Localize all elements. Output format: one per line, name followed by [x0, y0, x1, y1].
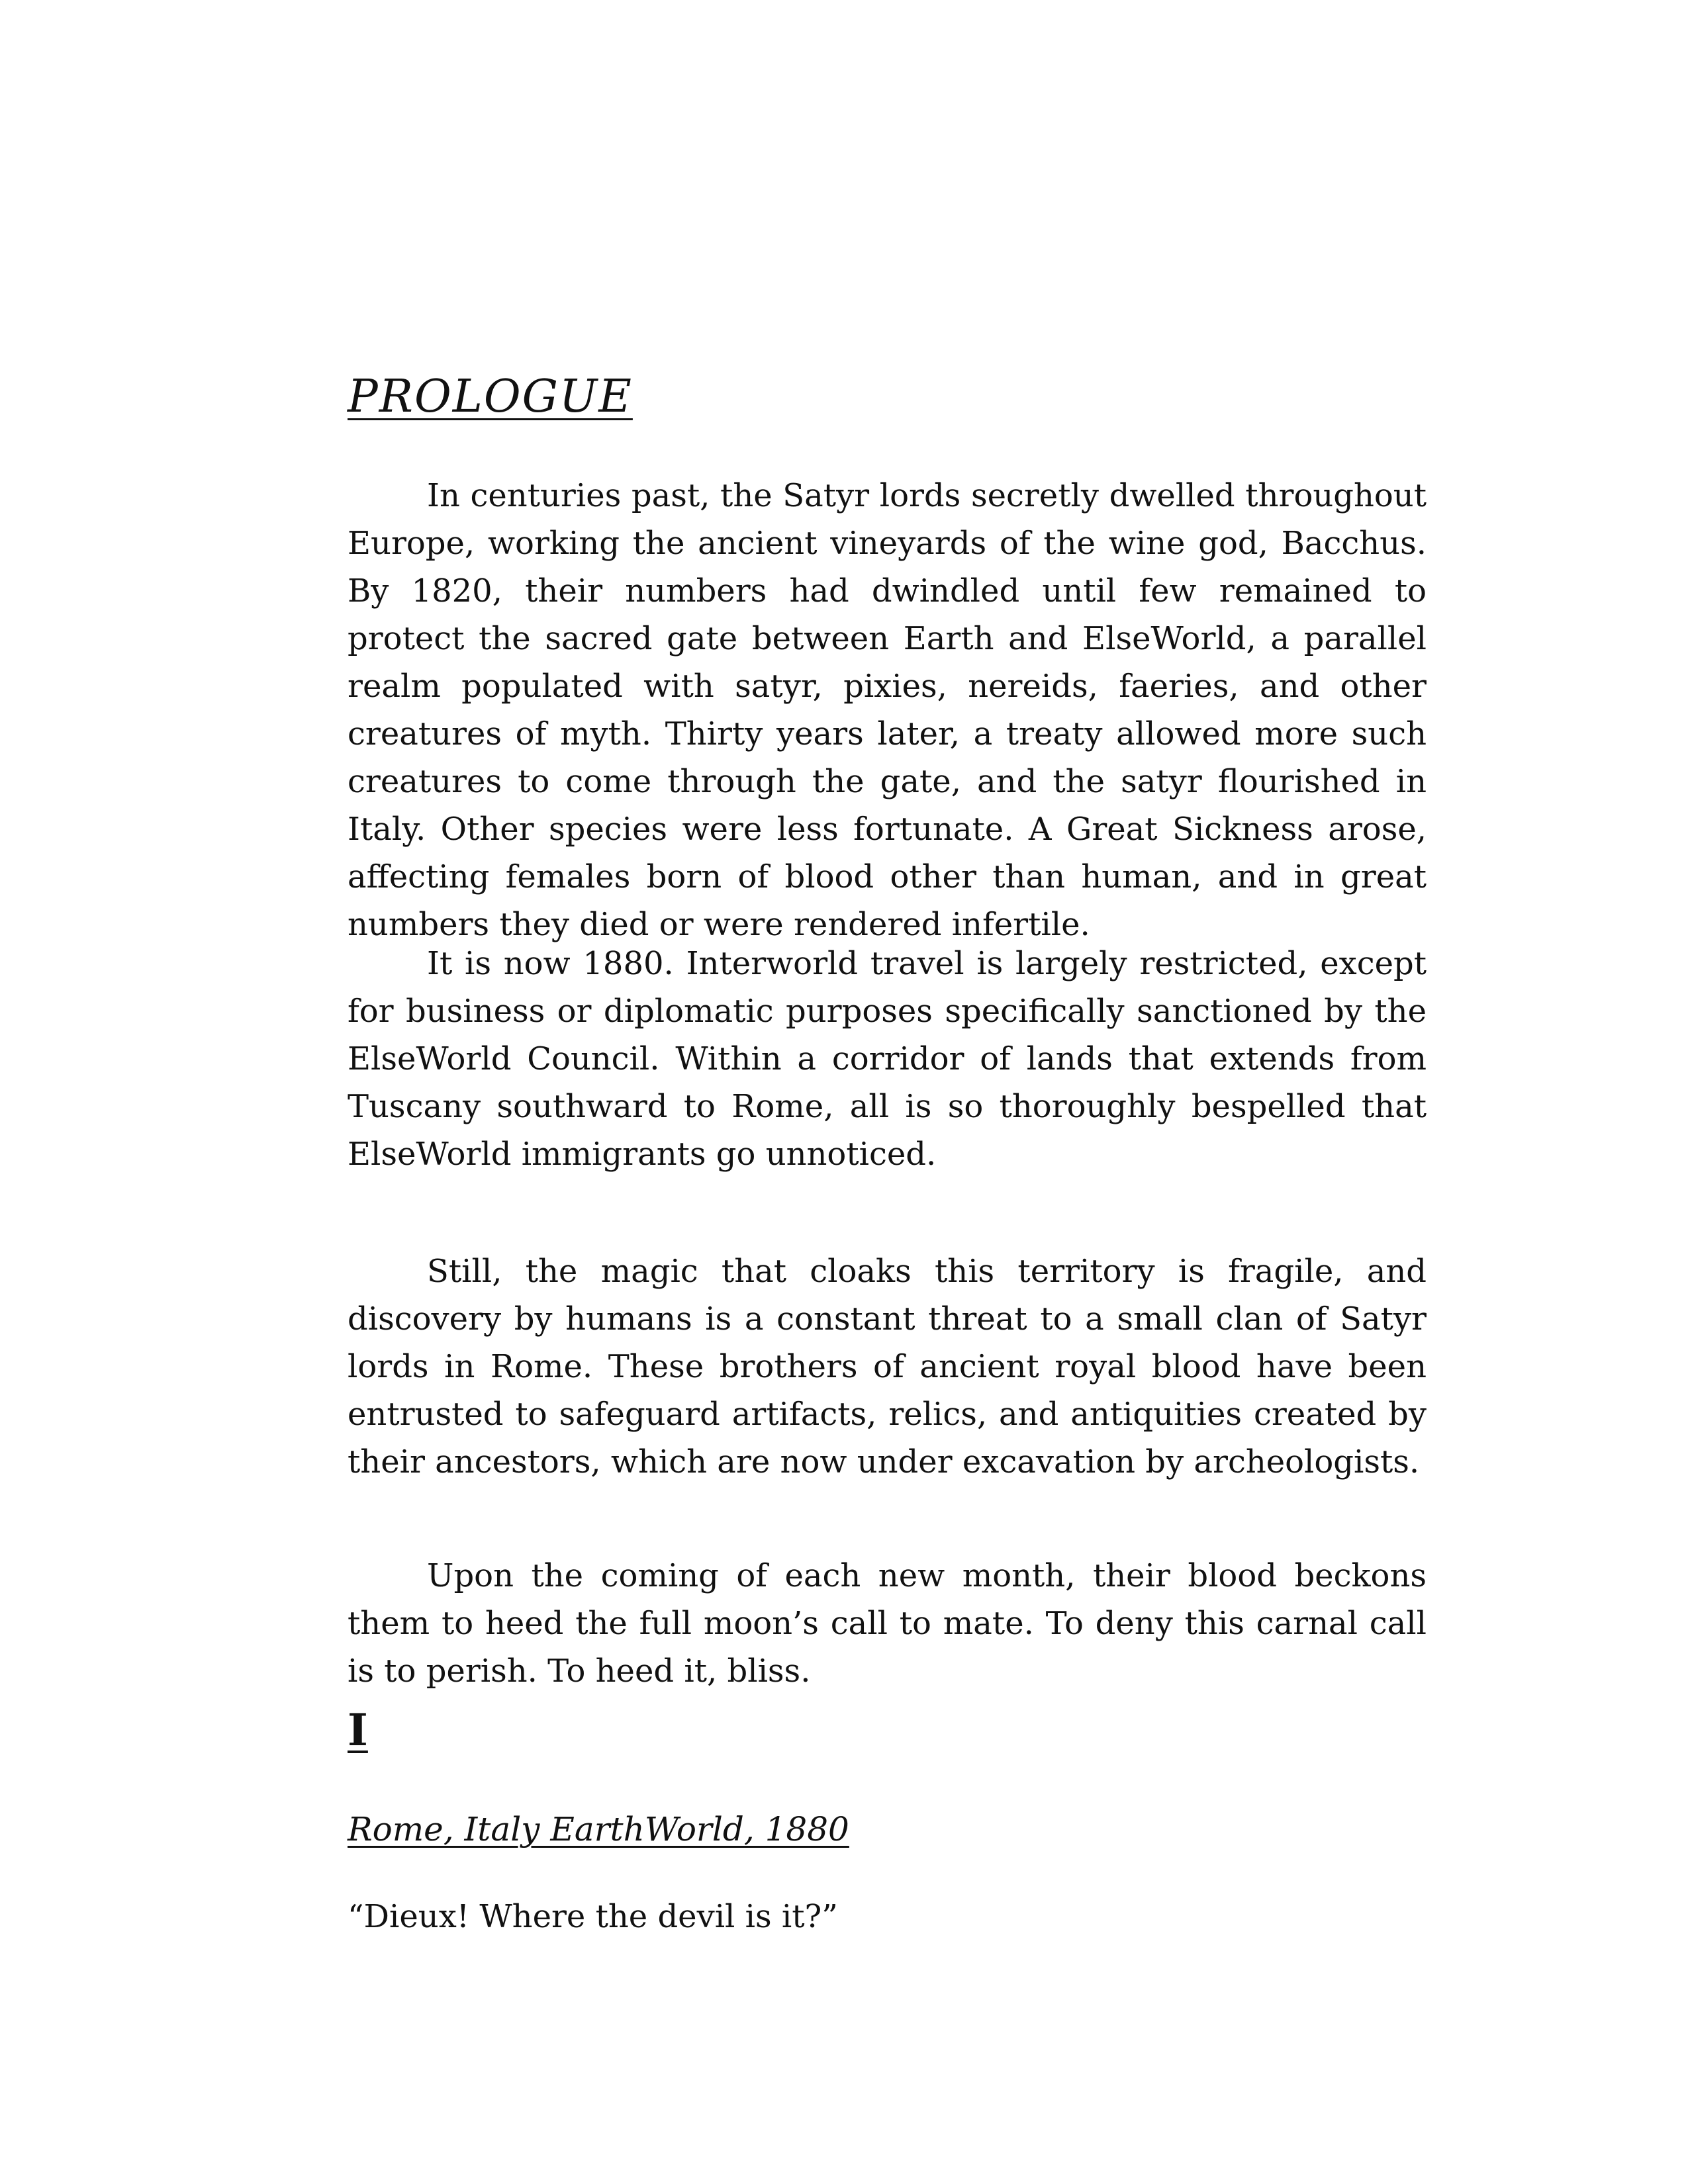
document-page	[348, 0, 1427, 2184]
prologue-paragraph-3: Still, the magic that cloaks this territory is fragile, and discovery by humans is a constant threat to a small clan of Satyr lords in Rome. These brothers of ancient royal blood have been entrusted to safeguard artifacts, relics, and antiquities created by their ancestors, which are now under excavation by archeologists.	[348, 1253, 1427, 1480]
chapter-opening-line: “Dieux! Where the devil is it?”	[348, 1898, 838, 1935]
chapter-number: I	[348, 1704, 368, 1756]
prologue-title: PROLOGUE	[348, 371, 633, 423]
prologue-paragraph-1: In centuries past, the Satyr lords secretly dwelled throughout Europe, working the ancient vineyards of the wine god, Bacchus. By 1820, their numbers had dwindled until few remained to protect the sacred gate between Earth and ElseWorld, a parallel realm populated with satyr, pixies, nereids, faeries, and other creatures of myth. Thirty years later, a treaty allowed more such creatures to come through the gate, and the satyr flourished in Italy. Other species were less fortunate. A Great Sickness arose, affecting females born of blood other than human, and in great numbers they died or were rendered infertile.	[348, 477, 1427, 943]
prologue-paragraph-4: Upon the coming of each new month, their blood beckons them to heed the full moon’s call to mate. To deny this carnal call is to perish. To heed it, bliss.	[348, 1557, 1427, 1690]
chapter-location: Rome, Italy EarthWorld, 1880	[348, 1810, 849, 1848]
prologue-paragraph-2: It is now 1880. Interworld travel is largely restricted, except for business or diplomatic purposes specifically sanctioned by the ElseWorld Council. Within a corridor of lands that extends from Tuscany southward to Rome, all is so thoroughly bespelled that ElseWorld immigrants go unnoticed.	[348, 945, 1427, 1173]
